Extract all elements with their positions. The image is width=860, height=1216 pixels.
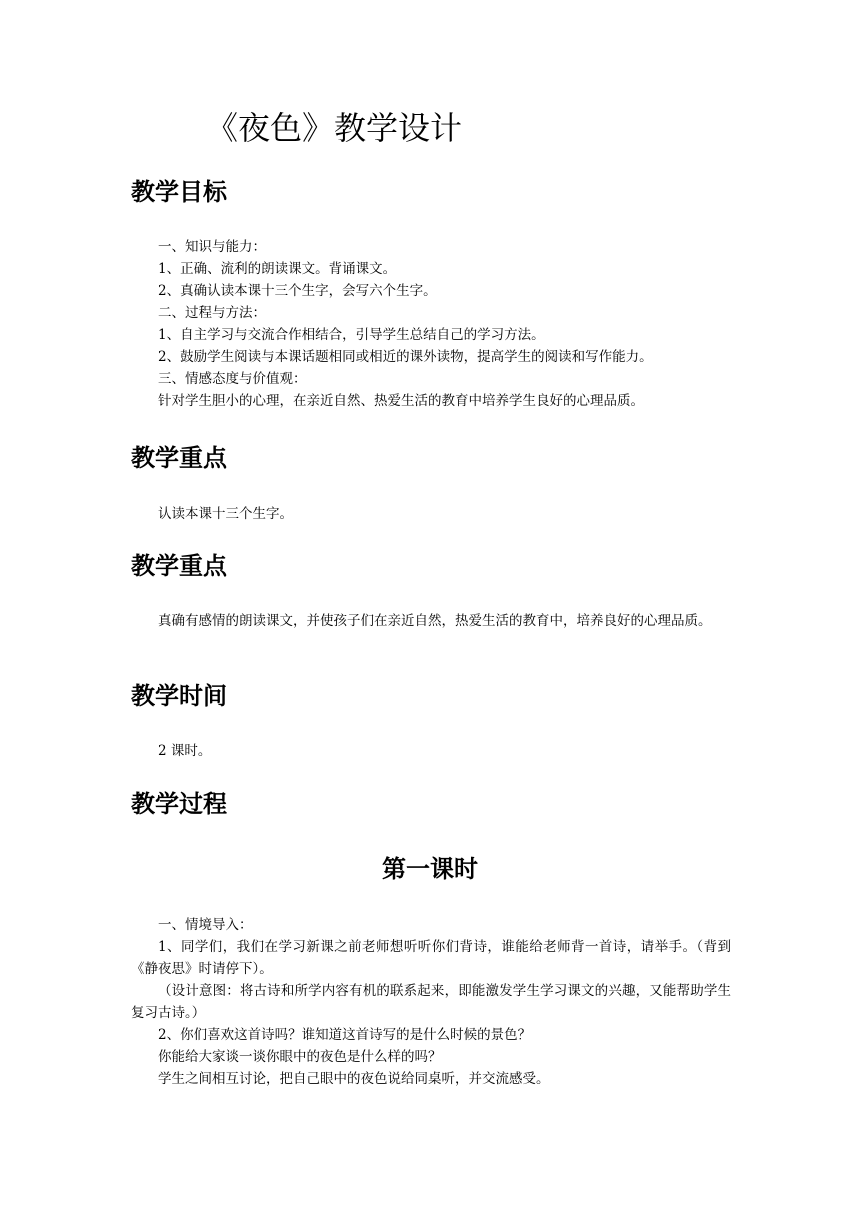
objectives-line: 2、真确认读本课十三个生字，会写六个生字。	[158, 283, 437, 299]
lesson-title: 第一课时	[382, 855, 478, 883]
process-line: 学生之间相互讨论，把自己眼中的夜色说给同桌听，并交流感受。	[158, 1071, 550, 1087]
keypoint-body	[131, 503, 731, 525]
heading-objectives: 教学目标	[131, 178, 227, 206]
process-line: （设计意图：将古诗和所学内容有机的联系起来，即能激发学生学习课文的兴趣，又能帮助学生复习古诗。）	[131, 983, 731, 1021]
objectives-line: 一、知识与能力：	[158, 239, 266, 255]
process-line: 1、同学们，我们在学习新课之前老师想听听你们背诗，谁能给老师背一首诗，请举手。（背到《静夜思》时请停下）。	[131, 939, 731, 977]
time-text: 2 课时。	[158, 743, 212, 759]
process-line: 一、情境导入：	[158, 917, 253, 933]
objectives-line: 针对学生胆小的心理，在亲近自然、热爱生活的教育中培养学生良好的心理品质。	[158, 393, 644, 409]
process-body	[131, 914, 731, 1090]
process-line: 2、你们喜欢这首诗吗？谁知道这首诗写的是什么时候的景色？	[158, 1027, 532, 1043]
objectives-line: 三、情感态度与价值观：	[158, 371, 307, 387]
heading-keypoint-2: 教学重点	[131, 552, 227, 580]
objectives-line: 二、过程与方法：	[158, 305, 266, 321]
objectives-line: 2、鼓励学生阅读与本课话题相同或相近的课外读物，提高学生的阅读和写作能力。	[158, 349, 653, 365]
objectives-body	[131, 236, 731, 412]
keypoint2-text: 真确有感情的朗读课文，并使孩子们在亲近自然，热爱生活的教育中，培养良好的心理品质。	[158, 613, 712, 629]
heading-keypoint: 教学重点	[131, 444, 227, 472]
keypoint2-body	[131, 610, 731, 632]
heading-time: 教学时间	[131, 682, 227, 710]
objectives-line: 1、自主学习与交流合作相结合，引导学生总结自己的学习方法。	[158, 327, 545, 343]
document-title: 《夜色》教学设计	[206, 109, 463, 147]
heading-process: 教学过程	[131, 790, 227, 818]
time-body	[131, 740, 731, 762]
keypoint-text: 认读本课十三个生字。	[158, 506, 293, 522]
process-line: 你能给大家谈一谈你眼中的夜色是什么样的吗？	[158, 1049, 442, 1065]
objectives-line: 1、正确、流利的朗读课文。背诵课文。	[158, 261, 397, 277]
